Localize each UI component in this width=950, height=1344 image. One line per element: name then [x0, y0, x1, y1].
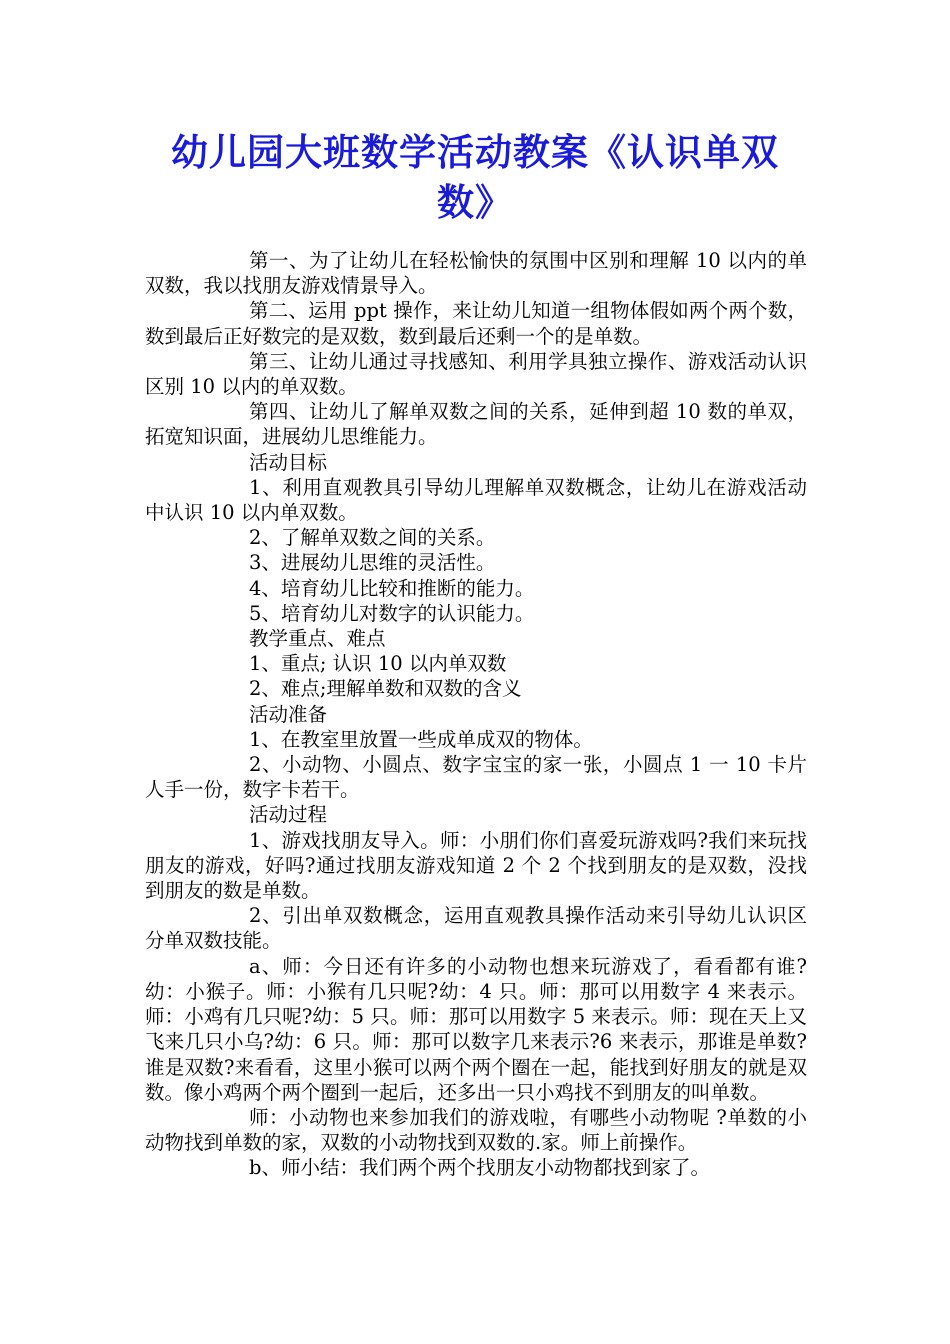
section-heading: 教学重点、难点: [249, 627, 386, 651]
list-item: 1、重点; 认识 10 以内单双数: [249, 652, 507, 676]
list-item: 3、进展幼儿思维的灵活性。: [249, 551, 496, 575]
list-item: 2、了解单双数之间的关系。: [249, 526, 496, 550]
paragraph: b、师小结：我们两个两个找朋友小动物都找到家了。: [249, 1156, 710, 1180]
section-heading: 活动目标: [249, 450, 328, 474]
paragraph: 第二、运用 ppt 操作，来让幼儿知道一组物体假如两个两个数，数到最后正好数完的是双数，数到最后还剩一个的是单数。: [145, 299, 807, 348]
paragraph: 第一、为了让幼儿在轻松愉快的氛围中区别和理解 10 以内的单双数，我以找朋友游戏情景导入。: [145, 249, 807, 298]
list-item: 1、利用直观教具引导幼儿理解单双数概念，让幼儿在游戏活动中认识 10 以内单双数。: [145, 475, 807, 525]
paragraph: a、师：今日还有许多的小动物也想来玩游戏了，看看都有谁?幼：小猴子。师：小猴有几只呢?幼：4 只。师：那可以用数字 4 来表示。师：小鸡有几只呢?幼：5 只。师：那可以用数字 5 来表示。师：现在天上又飞来几只小乌?幼：6 只。师：那可以数字几来表示?6 来表示，那谁是单数?谁是双数?来看看，这里小猴可以两个两个圈在一起，能找到好朋友的就是双数。像小鸡两个两个圈到一起后，还多出一只小鸡找不到朋友的叫单数。: [145, 954, 807, 1104]
section-heading: 活动准备: [249, 702, 328, 726]
list-item: 2、引出单双数概念，运用直观教具操作活动来引导幼儿认识区分单双数技能。: [145, 904, 807, 953]
paragraph: 第三、让幼儿通过寻找感知、利用学具独立操作、游戏活动认识区别 10 以内的单双数。: [145, 349, 807, 399]
list-item: 2、小动物、小圆点、数字宝宝的家一张，小圆点 1 一 10 卡片人手一份，数字卡若干。: [145, 753, 807, 802]
document-title: 幼儿园大班数学活动教案《认识单双数》: [171, 131, 779, 224]
list-item: 2、难点;理解单数和双数的含义: [249, 677, 522, 701]
list-item: 1、游戏找朋友导入。师：小朋们你们喜爱玩游戏吗?我们来玩找朋友的游戏，好吗?通过找朋友游戏知道 2 个 2 个找到朋友的是双数，没找到朋友的数是单数。: [145, 828, 807, 903]
document-body: [145, 248, 807, 1181]
paragraph: 师：小动物也来参加我们的游戏啦，有哪些小动物呢 ?单数的小动物找到单数的家，双数的小动物找到双数的.家。师上前操作。: [145, 1105, 807, 1155]
list-item: 5、培育幼儿对数字的认识能力。: [249, 601, 535, 625]
paragraph: 第四、让幼儿了解单双数之间的关系，延伸到超 10 数的单双，拓宽知识面，进展幼儿思维能力。: [145, 400, 807, 449]
list-item: 4、培育幼儿比较和推断的能力。: [249, 576, 535, 600]
section-heading: 活动过程: [249, 803, 328, 827]
list-item: 1、在教室里放置一些成单成双的物体。: [249, 727, 593, 751]
